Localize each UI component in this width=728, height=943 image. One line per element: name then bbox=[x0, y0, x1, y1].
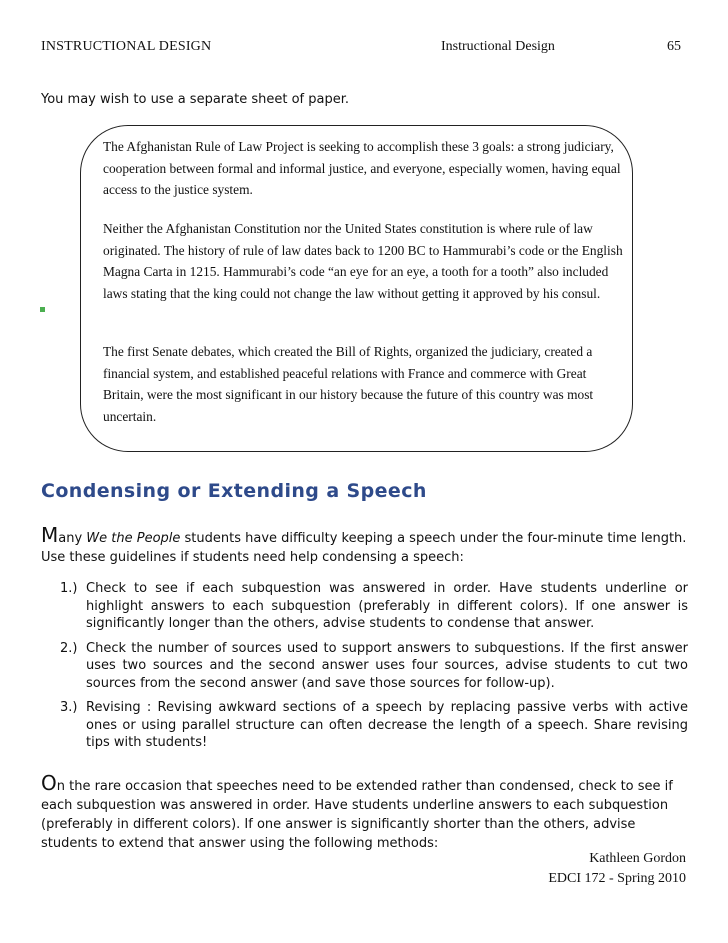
signature-block bbox=[548, 849, 686, 889]
text-fragment: any bbox=[58, 531, 87, 546]
list-item bbox=[60, 699, 688, 752]
dropcap: O bbox=[41, 771, 57, 795]
condensing-intro-paragraph bbox=[41, 523, 691, 567]
header-center: Instructional Design bbox=[441, 39, 555, 54]
list-item bbox=[60, 640, 688, 693]
text-fragment: students have difficulty keeping a speech under the four-minute time length. Use these guidelines if students need help condensing a speech: bbox=[41, 531, 687, 565]
box-paragraph-1: The Afghanistan Rule of Law Project is seeking to accomplish these 3 goals: a strong judiciary, cooperation between formal and informal justice, and everyone, especially women, having equal access to the justice system. bbox=[103, 139, 621, 197]
intro-note: You may wish to use a separate sheet of paper. bbox=[41, 92, 349, 107]
green-bullet-mark bbox=[40, 307, 45, 312]
text-fragment: n the rare occasion that speeches need to be extended rather than condensed, check to see if each subquestion was answered in order. Have students underline answers to each subquestion (preferably in different colors). If one answer is significantly shorter than the others, advise students to extend that answer using the following methods: bbox=[41, 779, 673, 851]
list-item-text: Check the number of sources used to support answers to subquestions. If the first answer uses two sources and the second answer uses four sources, advise students to cut two sources from the second answer (and save those sources for follow-up). bbox=[86, 640, 688, 691]
page-number: 65 bbox=[667, 39, 681, 54]
list-number: 2.) bbox=[60, 640, 78, 656]
emphasis-text: We the People bbox=[86, 531, 181, 546]
box-paragraph-3: The first Senate debates, which created the Bill of Rights, organized the judiciary, created a financial system, and established peaceful relations with France and commerce with Great Britain, were the most significant in our history because the future of this country was most uncertain. bbox=[103, 344, 594, 424]
course-label: EDCI 172 - Spring 2010 bbox=[548, 871, 686, 886]
list-item bbox=[60, 580, 688, 633]
section-title: Condensing or Extending a Speech bbox=[41, 480, 427, 502]
extending-paragraph bbox=[41, 771, 691, 853]
author-name: Kathleen Gordon bbox=[589, 851, 686, 866]
list-item-text: Revising : Revising awkward sections of a speech by replacing passive verbs with active ones or using parallel structure can often decrease the length of a speech. Share revising tips with students! bbox=[86, 700, 688, 750]
guidelines-list bbox=[60, 580, 688, 759]
header-left: INSTRUCTIONAL DESIGN bbox=[41, 39, 212, 54]
box-paragraph-2: Neither the Afghanistan Constitution nor the United States constitution is where rule of law originated. The history of rule of law dates back to 1200 BC to Hammurabi’s code or the English Magna Carta in 1215. Hammurabi’s code “an eye for an eye, a tooth for a tooth” also included laws stating that the king could not change the law without getting it approved by his consul. bbox=[103, 221, 623, 301]
dropcap: M bbox=[41, 523, 59, 547]
list-number: 1.) bbox=[60, 581, 78, 596]
list-item-text: Check to see if each subquestion was answered in order. Have students underline or highlight answers to each subquestion (preferably in different colors). If one answer is significantly longer than the others, advise students to condense that answer. bbox=[86, 581, 688, 631]
list-number: 3.) bbox=[60, 700, 78, 715]
